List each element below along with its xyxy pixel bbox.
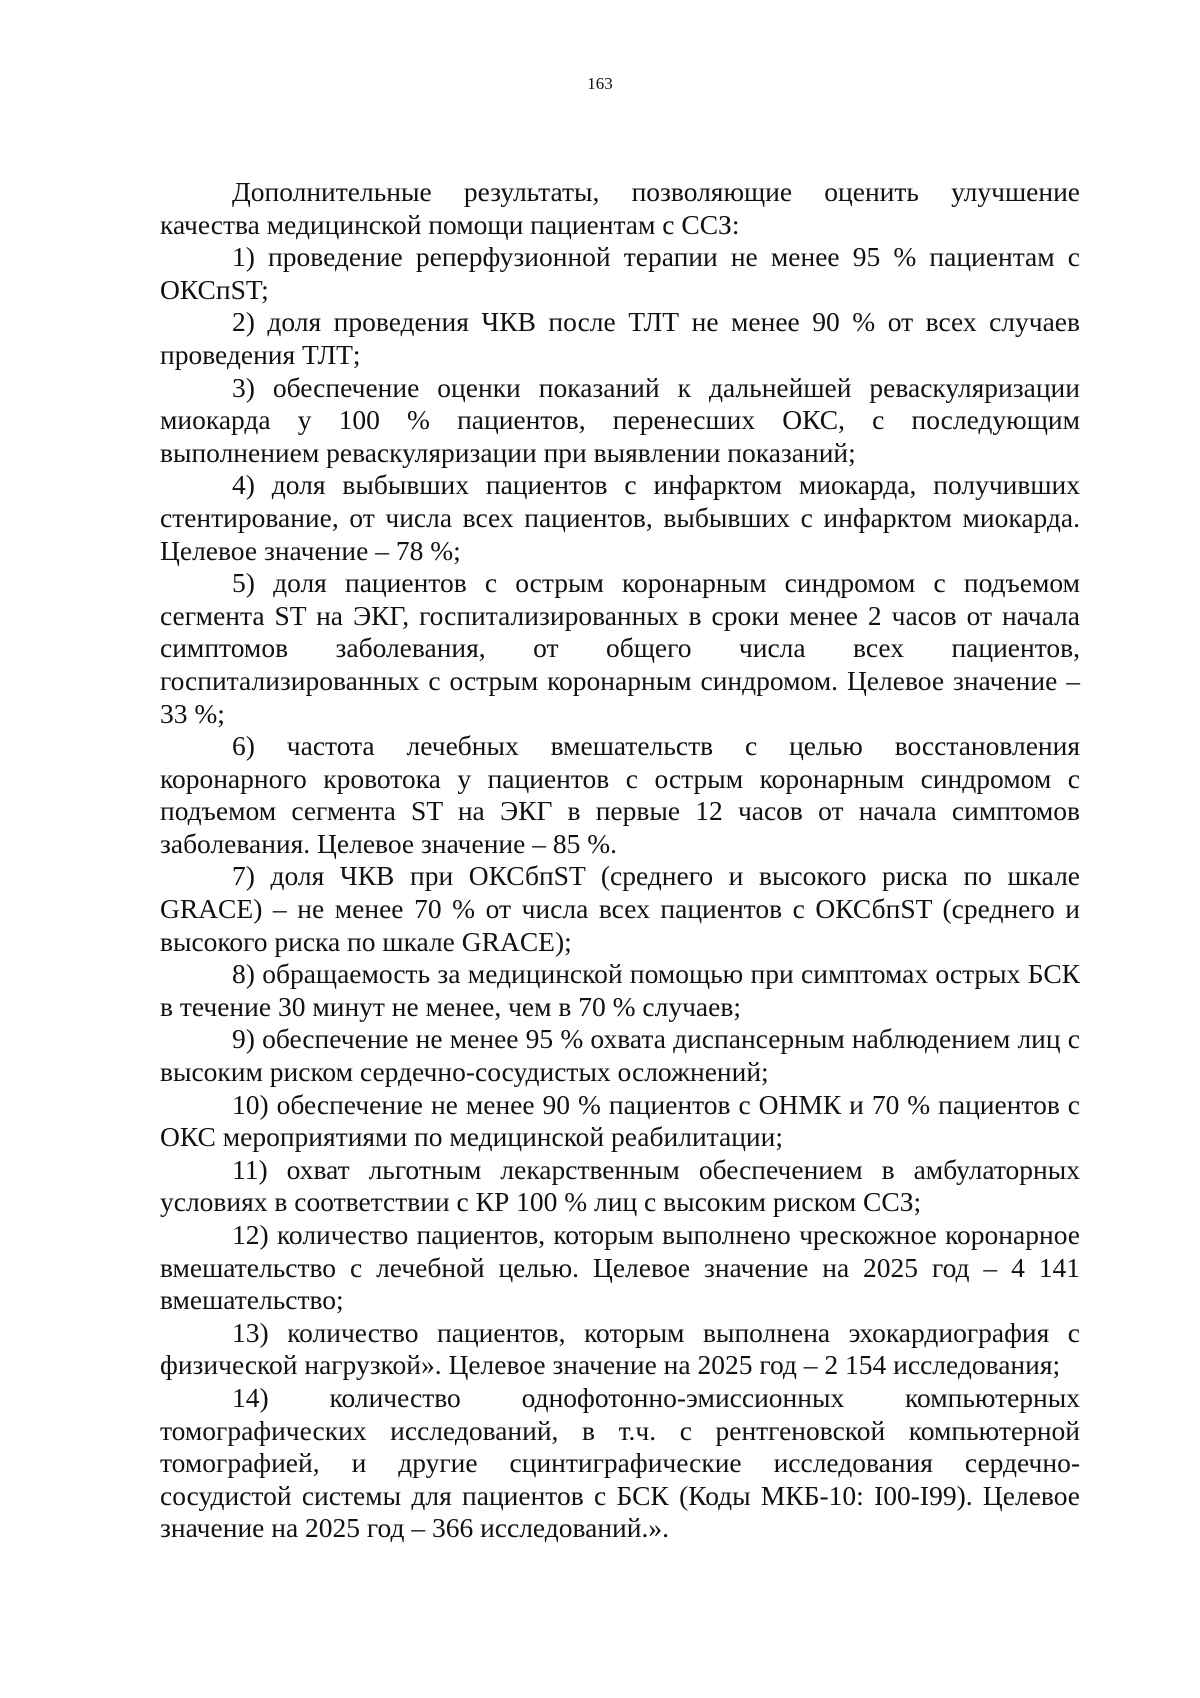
list-item: 4) доля выбывших пациентов с инфарктом миокарда, получивших стентирование, от числа всех пациентов, выбывших с инфарктом миокарда. Целевое значение – 78 %; (160, 469, 1080, 566)
list-item: 13) количество пациентов, которым выполнена эхокардиография с физической нагрузкой». Целевое значение на 2025 год – 2 154 исследования; (160, 1316, 1080, 1381)
intro-paragraph: Дополнительные результаты, позволяющие оценить улучшение качества медицинской помощи пациентам с ССЗ: (160, 176, 1080, 240)
page-number: 163 (587, 74, 613, 93)
list-item: 11) охват льготным лекарственным обеспечением в амбулаторных условиях в соответствии с КР 100 % лиц с высоким риском ССЗ; (160, 1153, 1080, 1218)
list-item: 14) количество однофотонно-эмиссионных компьютерных томографических исследований, в т.ч. с рентгеновской компьютерной томографией, и другие сцинтиграфические исследования сердечно-сосудистой системы для пациентов с БСК (Коды МКБ-10: I00-I99). Целевое значение на 2025 год – 366 исследований.». (160, 1381, 1080, 1544)
list-item: 5) доля пациентов с острым коронарным синдромом с подъемом сегмента ST на ЭКГ, госпитализированных в сроки менее 2 часов от начала симптомов заболевания, от общего числа всех пациентов, госпитализированных с острым коронарным синдромом. Целевое значение – 33 %; (160, 567, 1080, 729)
list-item: 9) обеспечение не менее 95 % охвата диспансерным наблюдением лиц с высоким риском сердечно-сосудистых осложнений; (160, 1023, 1080, 1088)
document-body (160, 176, 1080, 1545)
list-item: 6) частота лечебных вмешательств с целью восстановления коронарного кровотока у пациентов с острым коронарным синдромом с подъемом сегмента ST на ЭКГ в первые 12 часов от начала симптомов заболевания. Целевое значение – 85 %. (160, 730, 1080, 859)
list-item: 2) доля проведения ЧКВ после ТЛТ не менее 90 % от всех случаев проведения ТЛТ; (160, 306, 1080, 370)
list-item: 3) обеспечение оценки показаний к дальнейшей реваскуляризации миокарда у 100 % пациентов, перенесших ОКС, с последующим выполнением реваскуляризации при выявлении показаний; (160, 371, 1080, 468)
list-item: 7) доля ЧКВ при ОКСбпST (среднего и высокого риска по шкале GRACE) – не менее 70 % от числа всех пациентов с ОКСбпST (среднего и высокого риска по шкале GRACE); (160, 860, 1080, 957)
list-item: 12) количество пациентов, которым выполнено чрескожное коронарное вмешательство с лечебной целью. Целевое значение на 2025 год – 4 141 вмешательство; (160, 1219, 1080, 1316)
list-item: 10) обеспечение не менее 90 % пациентов с ОНМК и 70 % пациентов с ОКС мероприятиями по медицинской реабилитации; (160, 1088, 1080, 1153)
list-item: 8) обращаемость за медицинской помощью при симптомах острых БСК в течение 30 минут не менее, чем в 70 % случаев; (160, 958, 1080, 1022)
list-item: 1) проведение реперфузионной терапии не менее 95 % пациентам с ОКСпST; (160, 241, 1080, 305)
